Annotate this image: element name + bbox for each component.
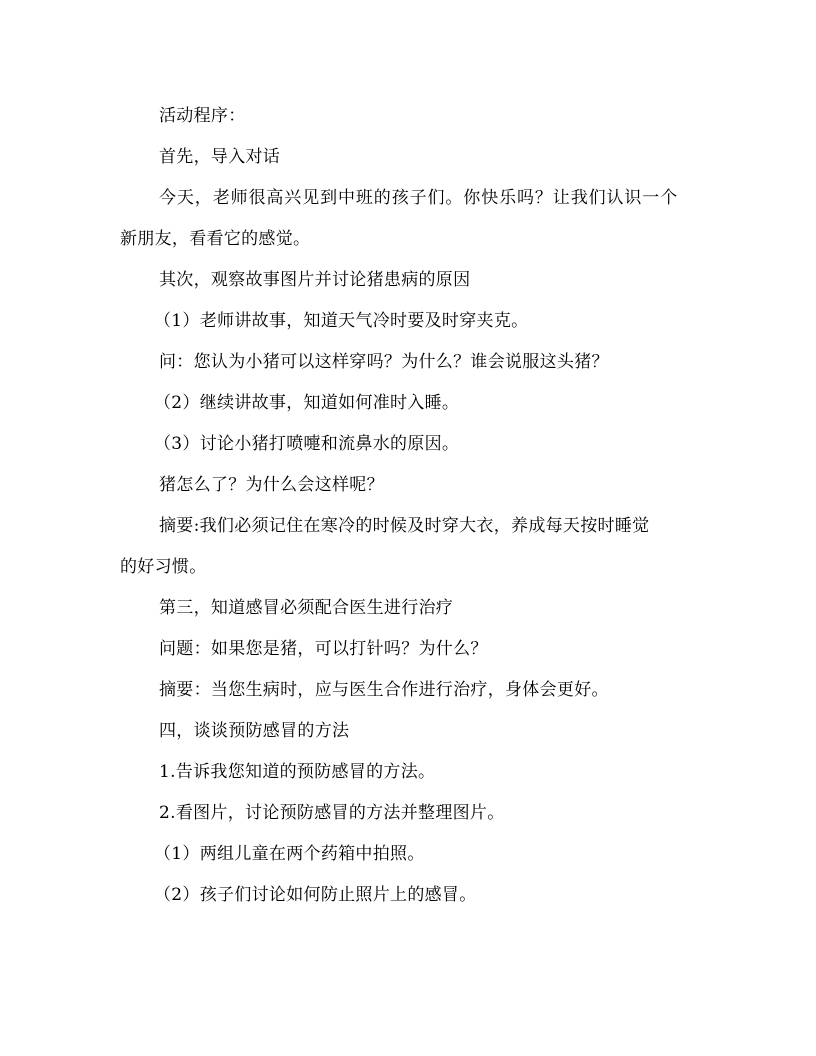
list-item-story-2: （2）继续讲故事，知道如何准时入睡。: [154, 393, 460, 413]
list-item-story-3: （3）讨论小猪打喷嚏和流鼻水的原因。: [154, 434, 460, 454]
numbered-item-1: 1.告诉我您知道的预防感冒的方法。: [159, 762, 436, 782]
section-heading-second: 其次，观察故事图片并讨论猪患病的原因: [159, 270, 471, 290]
paragraph-intro-line-1: 今天，老师很高兴见到中班的孩子们。你快乐吗？让我们认识一个: [159, 188, 679, 208]
numbered-item-2: 2.看图片，讨论预防感冒的方法并整理图片。: [159, 803, 505, 823]
question-line-3: 问题：如果您是猪，可以打针吗？为什么？: [159, 639, 488, 659]
document-body: [120, 96, 696, 916]
question-line-2: 猪怎么了？为什么会这样呢？: [159, 475, 384, 495]
section-heading-third: 第三，知道感冒必须配合医生进行治疗: [159, 598, 454, 618]
paragraph-intro-line-2: 新朋友，看看它的感觉。: [120, 229, 311, 249]
sub-item-2: （2）孩子们讨论如何防止照片上的感冒。: [154, 885, 477, 905]
section-heading-fourth: 四，谈谈预防感冒的方法: [159, 721, 350, 741]
summary-line-2: 的好习惯。: [120, 557, 207, 577]
section-heading-first: 首先，导入对话: [159, 147, 281, 167]
summary-line-1: 摘要:我们必须记住在寒冷的时候及时穿大衣，养成每天按时睡觉: [159, 516, 650, 536]
summary-line-3: 摘要：当您生病时，应与医生合作进行治疗，身体会更好。: [159, 680, 609, 700]
sub-item-1: （1）两组儿童在两个药箱中拍照。: [154, 844, 425, 864]
list-item-story-1: （1）老师讲故事，知道天气冷时要及时穿夹克。: [154, 311, 529, 331]
section-heading-procedure: 活动程序：: [159, 106, 246, 126]
question-line-1: 问：您认为小猪可以这样穿吗？为什么？谁会说服这头猪？: [159, 352, 609, 372]
